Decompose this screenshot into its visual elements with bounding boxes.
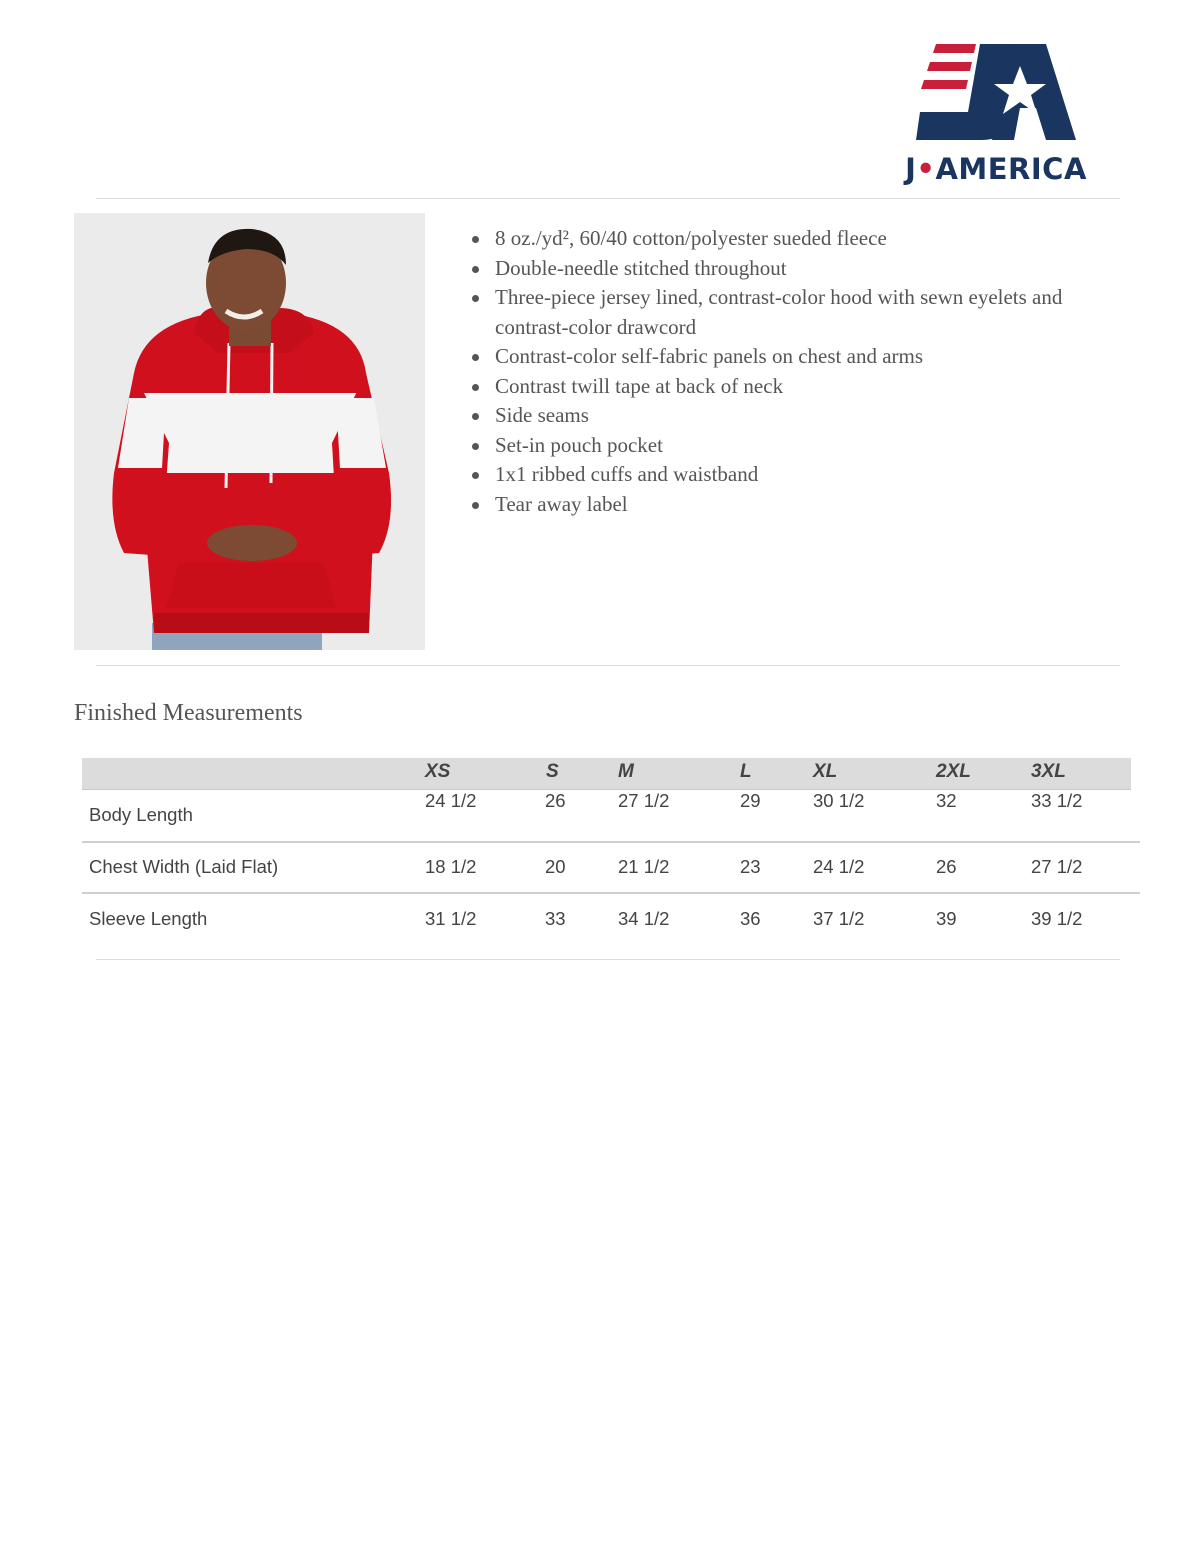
- table-cell: 18 1/2: [425, 856, 477, 877]
- column-header: 3XL: [1031, 761, 1066, 782]
- product-photo: [74, 213, 425, 650]
- divider: [96, 198, 1120, 199]
- row-label: Sleeve Length: [89, 908, 208, 929]
- table-cell: 23: [740, 856, 761, 877]
- divider: [96, 665, 1120, 666]
- column-header: L: [740, 761, 752, 782]
- table-row: [82, 790, 1140, 843]
- table-row: [82, 894, 1140, 944]
- table-cell: 24 1/2: [425, 790, 477, 811]
- row-label: Body Length: [89, 804, 193, 825]
- feature-item: Three-piece jersey lined, contrast-color hood with sewn eyelets and contrast-color drawcord: [470, 283, 1130, 342]
- column-header: XL: [813, 761, 838, 782]
- feature-item: Double-needle stitched throughout: [470, 254, 1130, 284]
- column-header: S: [546, 761, 559, 782]
- row-label: Chest Width (Laid Flat): [89, 856, 279, 877]
- table-row: [82, 843, 1140, 894]
- table-cell: 34 1/2: [618, 908, 670, 929]
- feature-list: [470, 224, 1130, 519]
- table-cell: 32: [936, 790, 957, 811]
- feature-item: 1x1 ribbed cuffs and waistband: [470, 460, 1130, 490]
- table-header: [82, 758, 1131, 790]
- brand-logo: [896, 40, 1096, 190]
- table-cell: 33: [545, 908, 566, 929]
- feature-item: Side seams: [470, 401, 1130, 431]
- section-title: Finished Measurements: [74, 700, 303, 726]
- column-header: XS: [425, 761, 451, 782]
- table-cell: 27 1/2: [618, 790, 670, 811]
- table-cell: 30 1/2: [813, 790, 865, 811]
- table-cell: 31 1/2: [425, 908, 477, 929]
- model-wearing-hoodie-photo-icon: [74, 213, 425, 650]
- column-header: 2XL: [936, 761, 971, 782]
- feature-item: 8 oz./yd², 60/40 cotton/polyester sueded fleece: [470, 224, 1130, 254]
- feature-item: Contrast twill tape at back of neck: [470, 372, 1130, 402]
- divider: [96, 959, 1120, 960]
- feature-item: Set-in pouch pocket: [470, 431, 1130, 461]
- table-cell: 20: [545, 856, 566, 877]
- table-cell: 36: [740, 908, 761, 929]
- table-cell: 29: [740, 790, 761, 811]
- table-cell: 26: [936, 856, 957, 877]
- table-cell: 21 1/2: [618, 856, 670, 877]
- table-cell: 24 1/2: [813, 856, 865, 877]
- feature-item: Tear away label: [470, 490, 1130, 520]
- star-flag-icon: [896, 40, 1096, 152]
- table-cell: 39: [936, 908, 957, 929]
- feature-item: Contrast-color self-fabric panels on chest and arms: [470, 342, 1130, 372]
- table-cell: 33 1/2: [1031, 790, 1083, 811]
- table-cell: 27 1/2: [1031, 856, 1083, 877]
- column-header: M: [618, 761, 634, 782]
- table-cell: 39 1/2: [1031, 908, 1083, 929]
- table-cell: 26: [545, 790, 566, 811]
- brand-wordmark: J•AMERICA: [905, 152, 1087, 186]
- table-cell: 37 1/2: [813, 908, 865, 929]
